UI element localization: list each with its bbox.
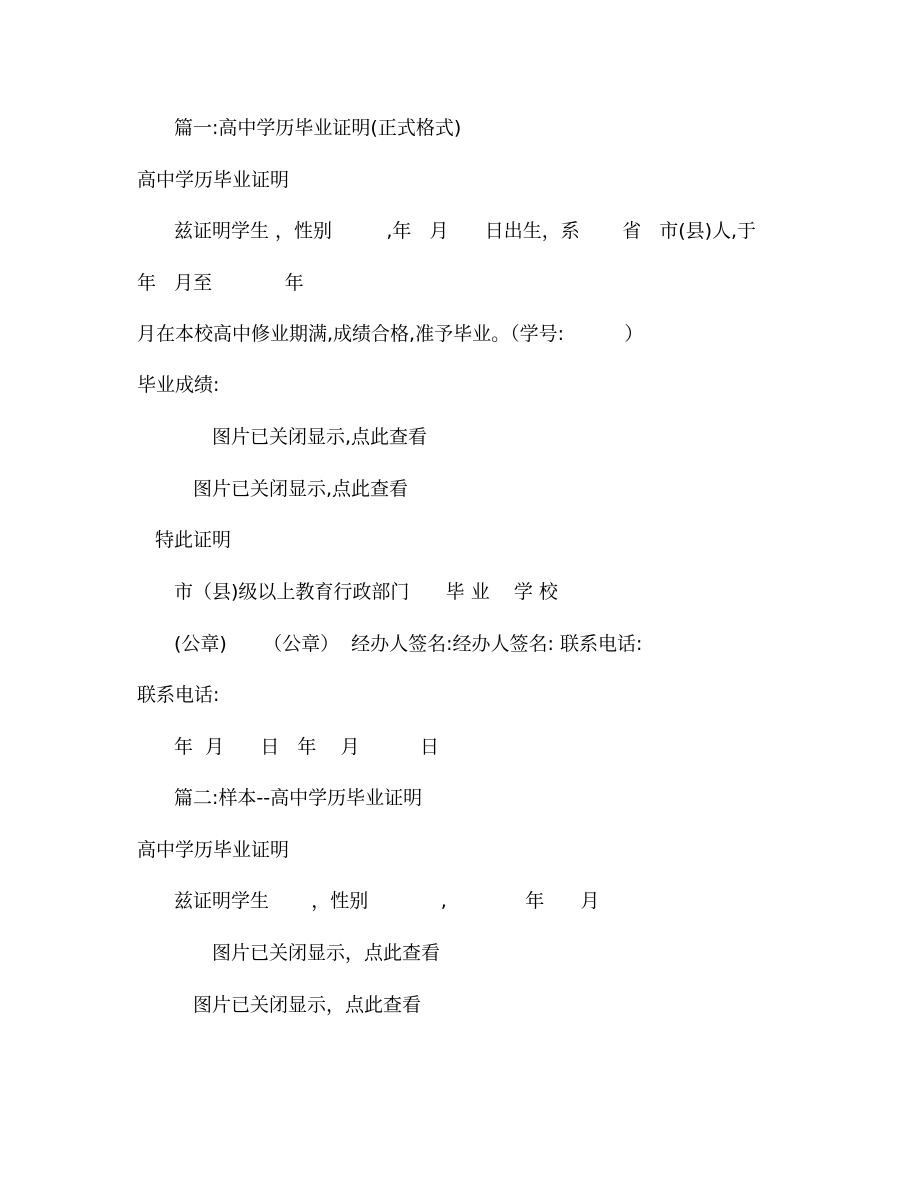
part1-image-placeholder-link-1[interactable]: 图片已关闭显示,点此查看 — [212, 426, 428, 448]
part1-body-line-1: 兹证明学生 ，性别 ,年 月 日出生，系 省 市(县)人,于 — [174, 220, 757, 242]
part1-image-placeholder-link-2[interactable]: 图片已关闭显示,点此查看 — [193, 478, 409, 500]
part2-heading: 篇二:样本--高中学历毕业证明 — [174, 787, 423, 809]
part1-body-line-3: 月在本校高中修业期满,成绩合格,准予毕业。（学号: ） — [137, 323, 644, 345]
part1-grades-label: 毕业成绩: — [137, 374, 220, 396]
part1-dates-line: 年 月 日 年 月 日 — [174, 736, 439, 758]
part1-heading: 篇一:高中学历毕业证明(正式格式) — [174, 117, 462, 139]
part2-image-placeholder-link-1[interactable]: 图片已关闭显示，点此查看 — [212, 942, 441, 964]
part1-issuers-line: 市（县)级以上教育行政部门 毕 业 学 校 — [174, 581, 558, 603]
part1-certify-text: 特此证明 — [155, 529, 232, 551]
part1-body-line-2: 年 月至 年 — [137, 272, 304, 294]
part1-phone-line: 联系电话: — [137, 684, 220, 706]
part1-seals-line: (公章) （公章） 经办人签名:经办人签名: 联系电话: — [174, 633, 643, 655]
part2-title: 高中学历毕业证明 — [137, 839, 290, 861]
part2-body-line-1: 兹证明学生 ，性别 , 年 月 — [174, 890, 600, 912]
part1-title: 高中学历毕业证明 — [137, 169, 290, 191]
part2-image-placeholder-link-2[interactable]: 图片已关闭显示，点此查看 — [193, 994, 422, 1016]
